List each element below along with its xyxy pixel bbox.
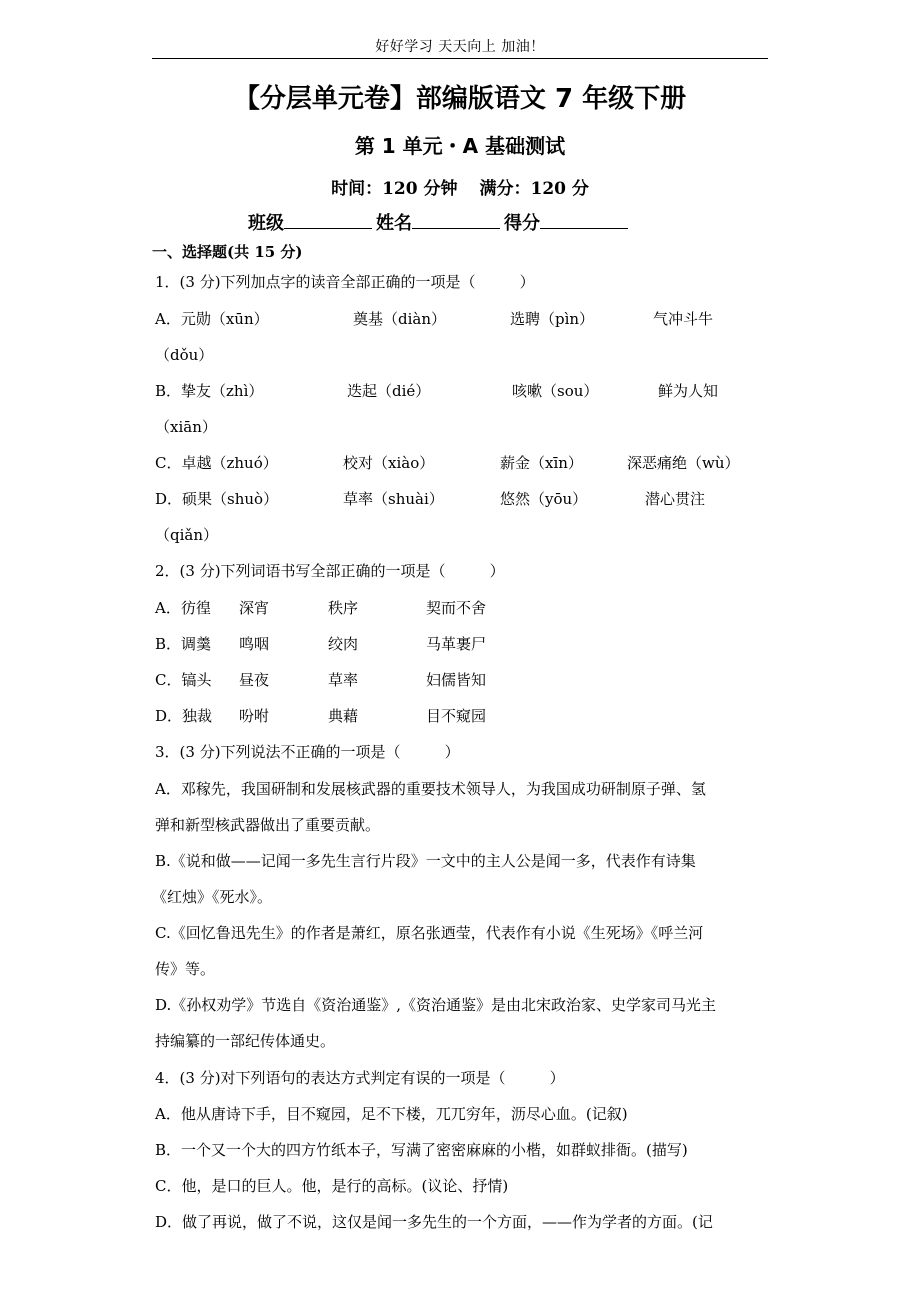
question-1-stem: 1．(3 分)下列加点字的读音全部正确的一项是（ ） xyxy=(155,273,535,291)
section-title: 一、选择题(共 15 分) xyxy=(152,243,303,261)
q1-option-b-2: 迭起（dié） xyxy=(347,382,431,400)
q3-option-c-line-1: C.《回忆鲁迅先生》的作者是萧红，原名张迺莹，代表作有小说《生死场》《呼兰河 xyxy=(155,924,704,942)
question-2-stem: 2．(3 分)下列词语书写全部正确的一项是（ ） xyxy=(155,562,505,580)
q4-option-d: D．做了再说，做了不说，这仅是闻一多先生的一个方面，——作为学者的方面。(记 xyxy=(155,1213,713,1231)
q2-option-d-2: 吩咐 xyxy=(239,707,270,725)
q4-option-a: A．他从唐诗下手，目不窥园，足不下楼，兀兀穷年，沥尽心血。(记叙) xyxy=(155,1105,628,1123)
q1-option-c-3: 薪金（xīn） xyxy=(500,454,583,472)
q1-option-b-1: B．挚友（zhì） xyxy=(155,382,264,400)
q3-option-a-line-2: 弹和新型核武器做出了重要贡献。 xyxy=(155,816,381,834)
q1-option-b-4: 鲜为人知 xyxy=(658,382,719,400)
q2-option-b-3: 绞肉 xyxy=(328,635,359,653)
q2-option-a-1: A．彷徨 xyxy=(155,599,211,617)
score-label: 得分 xyxy=(504,213,540,234)
q2-option-a-2: 深宵 xyxy=(239,599,270,617)
exam-time: 时间：120 分钟 xyxy=(331,179,458,199)
q2-option-c-1: C．镐头 xyxy=(155,671,212,689)
name-blank[interactable] xyxy=(412,210,500,229)
q1-option-b-3: 咳嗽（sou） xyxy=(512,382,599,400)
q2-option-c-3: 草率 xyxy=(328,671,359,689)
q2-option-b-4: 马革裹尸 xyxy=(426,635,487,653)
q2-option-c-4: 妇儒皆知 xyxy=(426,671,487,689)
question-3-stem: 3．(3 分)下列说法不正确的一项是（ ） xyxy=(155,743,460,761)
q3-option-b-line-1: B.《说和做——记闻一多先生言行片段》一文中的主人公是闻一多，代表作有诗集 xyxy=(155,852,696,870)
exam-meta xyxy=(0,174,920,199)
q2-option-a-3: 秩序 xyxy=(328,599,359,617)
q4-option-c: C．他，是口的巨人。他，是行的高标。(议论、抒情) xyxy=(155,1177,509,1195)
q2-option-d-3: 典藉 xyxy=(328,707,359,725)
question-4-stem: 4．(3 分)对下列语句的表达方式判定有误的一项是（ ） xyxy=(155,1069,565,1087)
q2-option-d-1: D．独裁 xyxy=(155,707,213,725)
q1-option-d-1: D．硕果（shuò） xyxy=(155,490,279,508)
q1-option-a-3: 选聘（pìn） xyxy=(510,310,595,328)
q1-option-b-wrap: （xiān） xyxy=(155,418,217,436)
q1-option-c-2: 校对（xiào） xyxy=(343,454,435,472)
exam-full-score: 满分：120 分 xyxy=(479,179,589,199)
q1-option-d-3: 悠然（yōu） xyxy=(500,490,588,508)
q1-option-a-1: A．元勋（xūn） xyxy=(155,310,269,328)
q3-option-d-line-2: 持编纂的一部纪传体通史。 xyxy=(155,1032,336,1050)
q1-option-d-2: 草率（shuài） xyxy=(343,490,444,508)
q2-option-b-2: 鸣咽 xyxy=(239,635,270,653)
q3-option-d-line-1: D.《孙权劝学》节选自《资治通鉴》,《资治通鉴》是由北宋政治家、史学家司马光主 xyxy=(155,996,717,1014)
q1-option-a-wrap: （dǒu） xyxy=(155,346,214,364)
q4-option-b: B．一个又一个大的四方竹纸本子，写满了密密麻麻的小楷，如群蚁排衙。(描写) xyxy=(155,1141,688,1159)
q1-option-c-1: C．卓越（zhuó） xyxy=(155,454,278,472)
name-label: 姓名 xyxy=(376,213,412,234)
q1-option-c-4: 深恶痛绝（wù） xyxy=(627,454,740,472)
page-header-slogan: 好好学习 天天向上 加油！ xyxy=(375,39,545,55)
q1-option-a-2: 奠基（diàn） xyxy=(353,310,447,328)
q2-option-b-1: B．调羹 xyxy=(155,635,212,653)
q3-option-c-line-2: 传》等。 xyxy=(155,960,216,978)
q3-option-b-line-2: 《红烛》《死水》。 xyxy=(152,888,273,906)
q1-option-d-4: 潜心贯注 xyxy=(645,490,706,508)
q2-option-d-4: 目不窥园 xyxy=(426,707,487,725)
q2-option-c-2: 昼夜 xyxy=(239,671,270,689)
page-title: 【分层单元卷】部编版语文 7 年级下册 xyxy=(233,84,687,114)
q2-option-a-4: 契而不舍 xyxy=(426,599,487,617)
q1-option-a-4: 气冲斗牛 xyxy=(653,310,714,328)
page-subtitle: 第 1 单元・A 基础测试 xyxy=(354,134,566,158)
q1-option-d-wrap: （qiǎn） xyxy=(155,526,219,544)
header-rule xyxy=(152,58,768,59)
class-blank[interactable] xyxy=(284,210,372,229)
score-blank[interactable] xyxy=(540,210,628,229)
class-label: 班级 xyxy=(248,213,284,234)
q3-option-a-line-1: A．邓稼先，我国研制和发展核武器的重要技术领导人，为我国成功研制原子弹、氢 xyxy=(155,780,706,798)
student-fields xyxy=(248,209,632,235)
